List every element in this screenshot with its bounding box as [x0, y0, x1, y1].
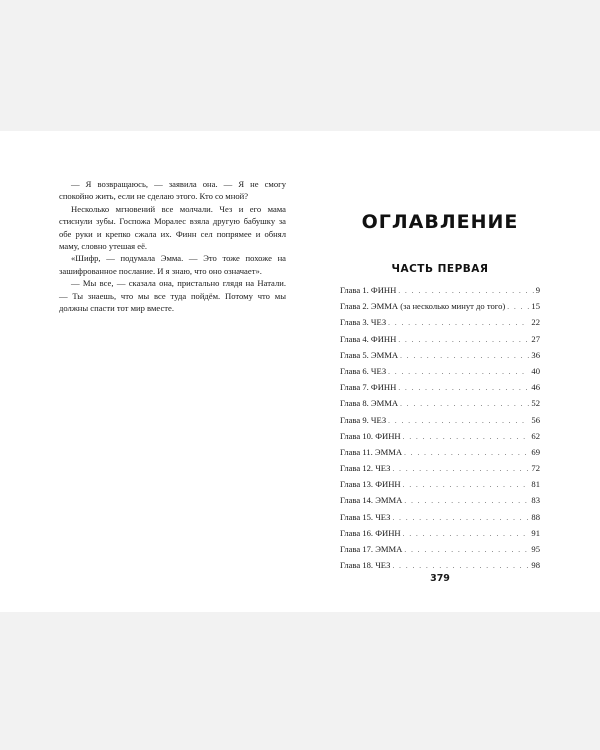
toc-entry-page: 56 — [531, 414, 540, 425]
toc-entry-page: 88 — [531, 511, 540, 522]
toc-entry — [340, 460, 540, 476]
toc-entry-label: Глава 13. ФИНН — [340, 479, 401, 490]
toc-entry-label: Глава 18. ЧЕЗ — [340, 560, 391, 571]
toc-entry-page: 83 — [531, 495, 540, 506]
toc-title: ОГЛАВЛЕНИЕ — [361, 211, 519, 233]
paragraph: «Шифр, — подумала Эмма. — Это тоже похоже на зашифрованное послание. И я знаю, что оно означает». — [59, 253, 286, 276]
toc-leader-dots — [507, 299, 529, 315]
toc-leader-dots — [398, 332, 529, 348]
toc-leader-dots — [404, 493, 529, 509]
toc-leader-dots — [404, 445, 529, 461]
toc-entry-label: Глава 4. ФИНН — [340, 333, 397, 344]
toc-entry — [340, 395, 540, 411]
toc-leader-dots — [388, 315, 529, 331]
toc-entry-page: 62 — [531, 430, 540, 441]
toc-entry-page: 27 — [531, 333, 540, 344]
toc-entry — [340, 444, 540, 460]
toc-entry-page: 22 — [531, 317, 540, 328]
toc-leader-dots — [404, 542, 529, 558]
toc-entry-page: 36 — [531, 349, 540, 360]
book-spread — [0, 131, 600, 612]
toc-entry — [340, 428, 540, 444]
toc-entry-label: Глава 1. ФИНН — [340, 285, 397, 295]
toc-entry-label: Глава 8. ЭММА — [340, 398, 399, 409]
toc-leader-dots — [388, 413, 529, 429]
toc-entry-page: 69 — [531, 446, 540, 457]
toc-entry — [340, 282, 540, 298]
toc-leader-dots — [403, 526, 530, 542]
toc-entry-page: 40 — [531, 365, 540, 376]
toc-entry-label: Глава 11. ЭММА — [340, 446, 403, 457]
toc-entry-page: 52 — [531, 398, 540, 409]
paragraph: — Мы все, — сказала она, пристально глядя на Натали. — Ты знаешь, что мы все туда пойдём. Потому что мы должны спасти тот мир вместе. — [59, 278, 286, 314]
part-heading: ЧАСТЬ ПЕРВАЯ — [391, 263, 489, 275]
left-page-text — [59, 178, 286, 314]
page-number: 379 — [430, 573, 450, 584]
toc-leader-dots — [388, 364, 529, 380]
toc-entry — [340, 541, 540, 557]
toc-entry — [340, 492, 540, 508]
toc-entry — [340, 379, 540, 395]
toc-leader-dots — [403, 477, 530, 493]
toc-leader-dots — [392, 558, 529, 574]
toc-entry — [340, 331, 540, 347]
toc-entry-label: Глава 6. ЧЕЗ — [340, 365, 387, 376]
toc-entry-label: Глава 12. ЧЕЗ — [340, 463, 391, 474]
toc-entry — [340, 363, 540, 379]
toc-entry — [340, 509, 540, 525]
toc-entry — [340, 298, 540, 314]
toc-entry-label: Глава 7. ФИНН — [340, 382, 397, 393]
toc-entry-page: 95 — [531, 544, 540, 554]
toc-leader-dots — [398, 283, 533, 299]
toc-entry-page: 46 — [531, 382, 540, 393]
toc-entry-page: 98 — [531, 560, 540, 571]
toc-entry-page: 72 — [531, 463, 540, 474]
paragraph: — Я возвращаюсь, — заявила она. — Я не смогу спокойно жить, если не сделаю этого. Кто со мной? — [59, 179, 286, 202]
toc-leader-dots — [400, 348, 529, 364]
toc-entry-page: 15 — [531, 301, 540, 312]
toc-leader-dots — [398, 380, 529, 396]
toc-entry — [340, 314, 540, 330]
toc-entry — [340, 347, 540, 363]
toc-entry-label: Глава 14. ЭММА — [340, 495, 403, 506]
toc-entry — [340, 412, 540, 428]
table-of-contents-page — [340, 131, 540, 612]
toc-entry-page: 9 — [535, 285, 540, 295]
toc-leader-dots — [392, 510, 529, 526]
toc-entry-label: Глава 2. ЭММА (за несколько минут до того) — [340, 301, 506, 312]
toc-entry-label: Глава 16. ФИНН — [340, 527, 401, 538]
toc-entry-label: Глава 9. ЧЕЗ — [340, 414, 387, 425]
toc-entry-label: Глава 3. ЧЕЗ — [340, 317, 387, 328]
toc-entry-label: Глава 5. ЭММА — [340, 349, 399, 360]
toc-leader-dots — [400, 396, 529, 412]
toc-entry — [340, 525, 540, 541]
toc-entry — [340, 476, 540, 492]
toc-entry-label: Глава 10. ФИНН — [340, 430, 401, 441]
toc-entry-label: Глава 17. ЭММА — [340, 544, 403, 554]
toc-list — [340, 282, 540, 573]
toc-entry-label: Глава 15. ЧЕЗ — [340, 511, 391, 522]
toc-entry-page: 81 — [531, 479, 540, 490]
toc-entry-page: 91 — [531, 527, 540, 538]
toc-entry — [340, 557, 540, 573]
toc-leader-dots — [392, 461, 529, 477]
toc-leader-dots — [403, 429, 530, 445]
paragraph: Несколько мгновений все молчали. Чез и его мама стиснули зубы. Госпожа Моралес взяла другую бабушку за обе руки и крепко сжала их. Финн сел попрямее и обнял маму, словно утешая её. — [59, 203, 286, 252]
